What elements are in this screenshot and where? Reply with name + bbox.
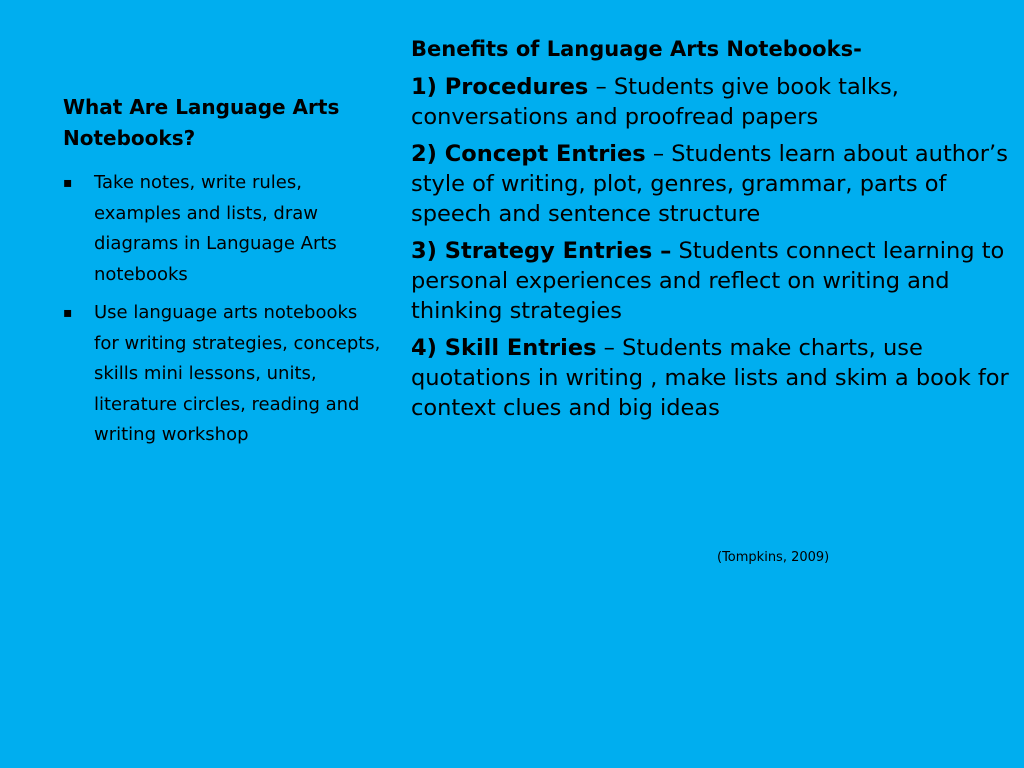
benefit-entry-procedures (411, 72, 1011, 132)
bullet-item (63, 298, 383, 451)
square-bullet-icon: ▪ (63, 305, 73, 321)
citation: (Tompkins, 2009) (717, 550, 830, 565)
benefits-panel (411, 34, 1011, 430)
bullet-item (63, 168, 383, 290)
benefits-heading: Benefits of Language Arts Notebooks- (411, 37, 862, 61)
entry-text: – Students give book talks, conversations and proofread papers (411, 74, 899, 130)
benefit-entry-skill (411, 333, 1011, 423)
bullet-list (63, 168, 383, 459)
left-title: What Are Language Arts Notebooks? (63, 95, 340, 150)
bullet-text: Use language arts notebooks for writing strategies, concepts, skills mini lessons, units, literature circles, reading and writing workshop (94, 302, 381, 445)
entry-text: – Students make charts, use quotations in writing , make lists and skim a book for context clues and big ideas (411, 335, 1009, 421)
benefit-entry-strategy (411, 236, 1011, 326)
benefit-entry-concept (411, 139, 1011, 229)
square-bullet-icon: ▪ (63, 175, 73, 191)
entry-label: 4) Skill Entries (411, 335, 597, 361)
bullet-text: Take notes, write rules, examples and lists, draw diagrams in Language Arts notebooks (94, 172, 337, 285)
entry-label: 2) Concept Entries (411, 141, 646, 167)
entry-text: Students connect learning to personal experiences and reflect on writing and thinking strategies (411, 238, 1005, 324)
entry-label: 1) Procedures (411, 74, 589, 100)
entry-text: – Students learn about author’s style of writing, plot, genres, grammar, parts of speech and sentence structure (411, 141, 1008, 227)
entry-label: 3) Strategy Entries – (411, 238, 672, 264)
